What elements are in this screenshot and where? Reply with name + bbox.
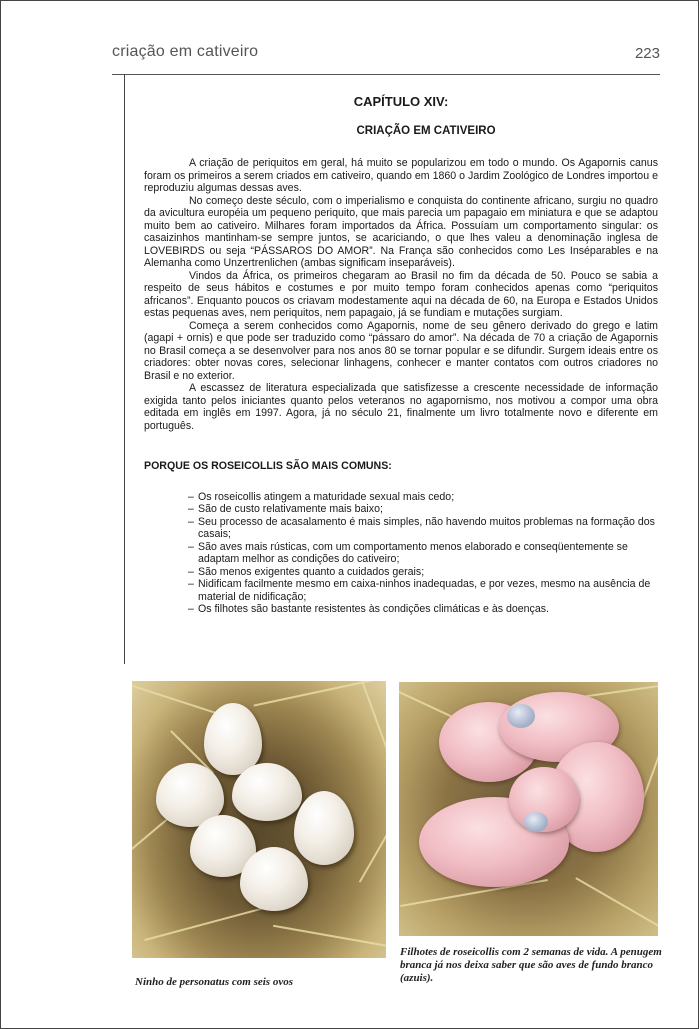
- paragraph: A criação de periquitos em geral, há muito se popularizou em todo o mundo. Os Agapornis canus foram os primeiros a serem criados em cativeiro, quando em 1860 o Jardim Zoológico de Londres importou e reproduziu algumas dessas aves.: [144, 157, 658, 194]
- egg: [240, 847, 308, 911]
- list-item: [188, 503, 658, 516]
- list-item: [188, 541, 658, 566]
- figure-caption-left: Ninho de personatus com seis ovos: [135, 976, 293, 988]
- bullet-list: [144, 491, 658, 616]
- list-item: [188, 516, 658, 541]
- dash: –: [188, 503, 194, 515]
- list-item-text: Os filhotes são bastante resistentes às condições climáticas e às doenças.: [198, 603, 549, 615]
- list-item-text: São menos exigentes quanto a cuidados gerais;: [198, 565, 425, 578]
- chicks-photo: [399, 682, 658, 936]
- list-item: [188, 566, 658, 579]
- egg: [232, 763, 302, 821]
- paragraph: A escassez de literatura especializada que satisfizesse a crescente necessidade de informação exigida tanto pelos iniciantes quanto pelos veteranos no agapornismo, nos motivou a compor uma obra editada em inglês em 1997. Agora, já no século 21, finalmente um livro totalmente novo e diferente em português.: [144, 382, 658, 432]
- section-title: CRIAÇÃO EM CATIVEIRO: [356, 124, 496, 137]
- chapter-title: CAPÍTULO XIV:: [353, 94, 449, 109]
- list-item: [188, 491, 658, 504]
- dash: –: [188, 540, 194, 553]
- figure-caption-right: Filhotes de roseicollis com 2 semanas de vida. A penugem branca já nos deixa saber que são aves de fundo branco (azuis).: [400, 946, 662, 984]
- list-item-text: São de custo relativamente mais baixo;: [198, 503, 383, 515]
- paragraph: Vindos da África, os primeiros chegaram ao Brasil no fim da década de 50. Pouco se sabia a respeito de seus hábitos e costumes e por muito tempo foram conhecidos apenas como “periquitos africanos”. Enquanto poucos os criavam modestamente aqui na década de 60, na Europa e Estados Unidos estas pequenas aves, nem periquitos, nem papagaio, já se fundiam e mutações surgiam.: [144, 269, 658, 319]
- straw: [575, 877, 658, 929]
- list-item-text: São aves mais rústicas, com um comportamento menos elaborado e conseqüentemente se adaptam melhor as condições do cativeiro;: [198, 540, 628, 565]
- dash: –: [188, 565, 194, 578]
- dash: –: [188, 515, 194, 528]
- page-number: 223: [634, 45, 660, 62]
- egg: [294, 791, 354, 865]
- dash: –: [188, 578, 194, 590]
- text-body: [144, 92, 658, 616]
- frame-rule: [124, 74, 125, 664]
- straw: [273, 925, 386, 950]
- list-item-text: Nidificam facilmente mesmo em caixa-ninhos inadequadas, e por vezes, mesmo na ausência de material de nidificação;: [198, 578, 651, 603]
- paragraph: Começa a serem conhecidos como Agapornis, nome de seu gênero derivado do grego e latim (agapi + ornis) e que pode ser traduzido como “pássaro do amor”. Na década de 70 a criação de Agapornis no Brasil começa a se desenvolver para nos anos 80 se tornar popular e se difundir. Surgem ideais entre os criadores: obter novas cores, selecionar linhagens, conhecer e manter contatos com outros criadores no Brasil e no exterior.: [144, 319, 658, 382]
- paragraph: No começo deste século, com o imperialismo e conquista do continente africano, surgiu no quadro da avicultura européia um pequeno periquito, que mais parecia um papagaio em miniatura e que se adaptou muito bem ao cativeiro. Milhares foram importados da África. Possuíam um comportamento singular: os casaizinhos mantinham-se sempre juntos, se acariciando, o que lhes valeu a denominação inglesa de LOVEBIRDS ou seja “PÁSSAROS DO AMOR”. Na França são conhecidos como Les Inséparables e na Alemanha como Unzertrenlichen (ambas significam inseparáveis).: [144, 194, 658, 269]
- chick-eye: [507, 704, 535, 728]
- straw: [359, 821, 386, 883]
- subheading: PORQUE OS ROSEICOLLIS SÃO MAIS COMUNS:: [144, 460, 392, 472]
- list-item: [188, 578, 658, 603]
- nest-eggs-photo: [132, 681, 386, 958]
- straw: [361, 681, 386, 765]
- list-item-text: Os roseicollis atingem a maturidade sexual mais cedo;: [198, 490, 455, 503]
- page-header: [112, 40, 660, 75]
- dash: –: [188, 603, 194, 615]
- egg: [204, 703, 262, 775]
- list-item: [188, 603, 658, 616]
- running-title: criação em cativeiro: [112, 43, 259, 60]
- list-item-text: Seu processo de acasalamento é mais simples, não havendo muitos problemas na formação dos casais;: [198, 515, 655, 540]
- chick-eye: [524, 812, 548, 832]
- dash: –: [188, 490, 194, 503]
